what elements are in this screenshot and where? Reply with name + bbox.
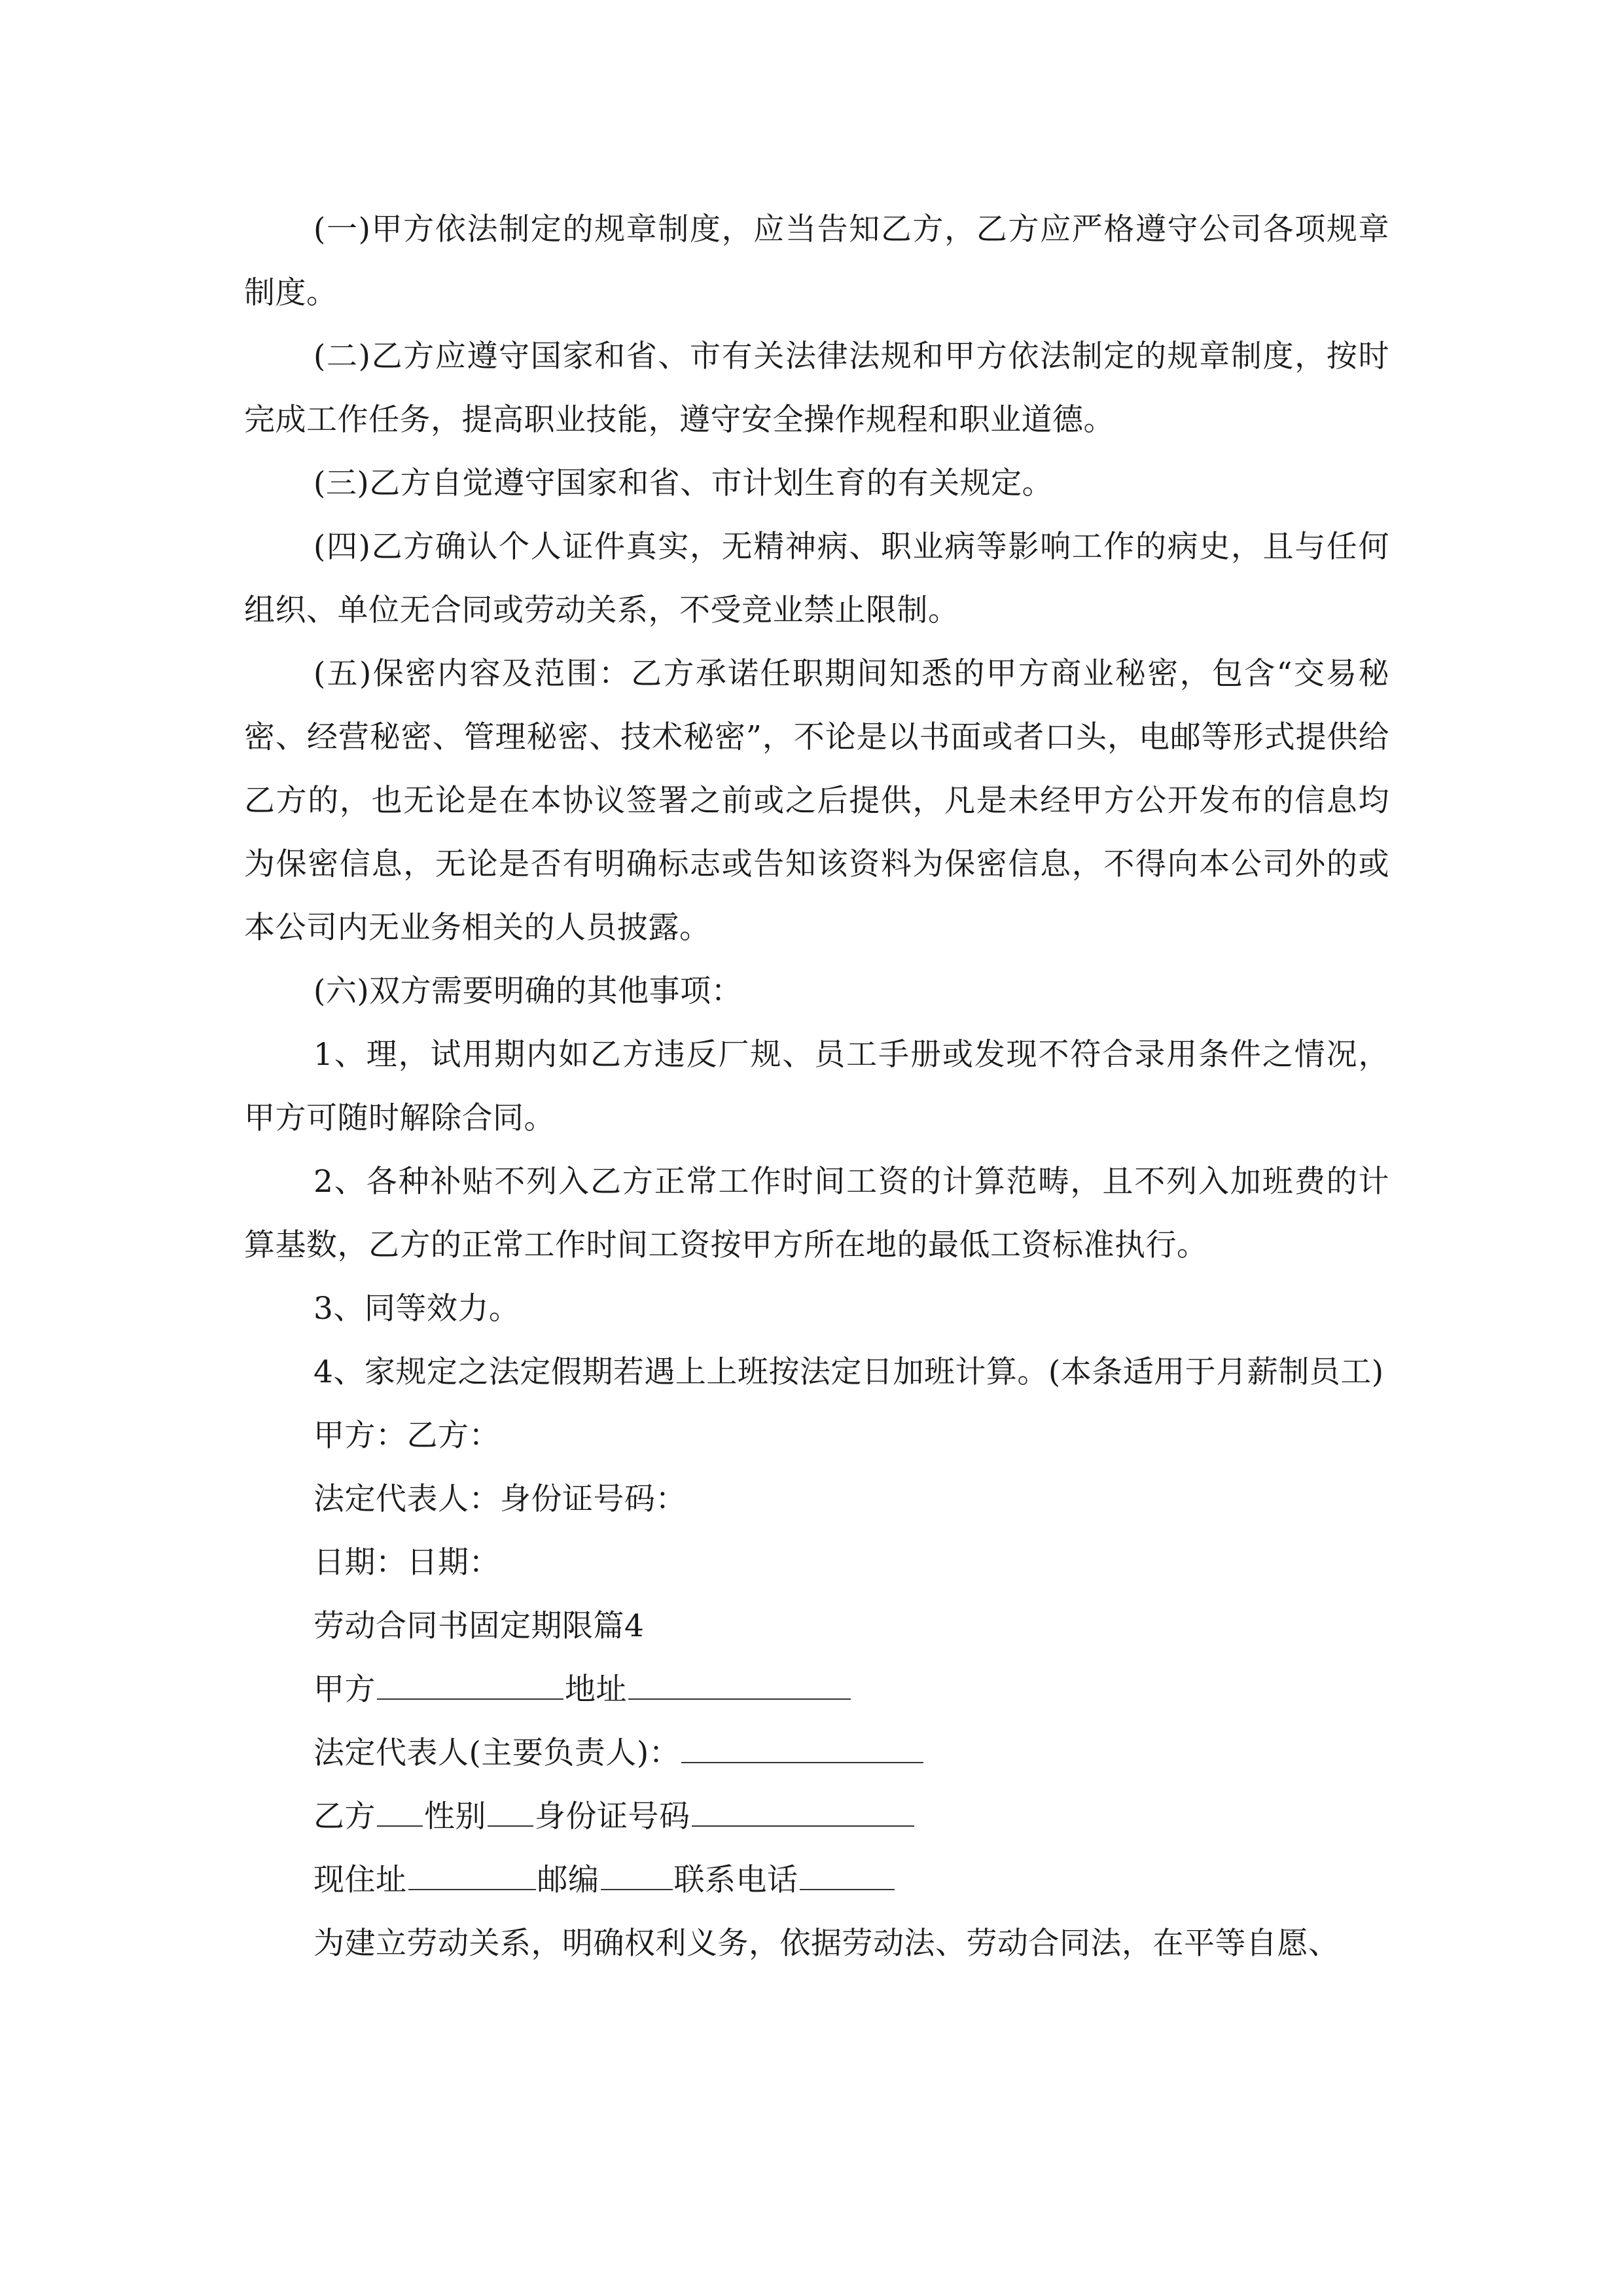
paragraph-item-3: 3、同等效力。 (313, 1291, 520, 1327)
paragraph-party-b-compliance: (二)乙方应遵守国家和省、市有关法律法规和甲方依法制定的规章制度，按时完成工作任务，提高职业技能，遵守安全操作规程和职业道德。 (244, 338, 1389, 438)
phone-label: 联系电话 (673, 1862, 798, 1898)
paragraph-item-1: 1、理，试用期内如乙方违反厂规、员工手册或发现不符合录用条件之情况，甲方可随时解除合同。 (244, 1037, 1389, 1136)
signature-date-line: 日期：日期： (313, 1545, 500, 1581)
paragraph-other-matters: (六)双方需要明确的其他事项： (313, 973, 743, 1009)
paragraph-item-4: 4、家规定之法定假期若遇上上班按法定日加班计算。(本条适用于月薪制员工) (313, 1354, 1384, 1390)
phone-blank[interactable] (800, 1859, 895, 1890)
signature-rep-line: 法定代表人：身份证号码： (313, 1481, 687, 1517)
postcode-label: 邮编 (537, 1862, 599, 1898)
paragraph-family-planning: (三)乙方自觉遵守国家和省、市计划生育的有关规定。 (313, 465, 1054, 501)
postcode-blank[interactable] (601, 1859, 673, 1890)
id-number-label: 身份证号码 (535, 1799, 690, 1835)
address-blank[interactable] (628, 1668, 851, 1700)
legal-rep-label: 法定代表人(主要负责人)： (313, 1735, 681, 1771)
address-label: 地址 (565, 1672, 627, 1708)
gender-blank[interactable] (488, 1795, 533, 1827)
gender-label: 性别 (424, 1799, 486, 1835)
paragraph-rules-notice: (一)甲方依法制定的规章制度，应当告知乙方，乙方应严格遵守公司各项规章制度。 (244, 211, 1389, 311)
legal-rep-blank[interactable] (681, 1732, 923, 1763)
party-a-label: 甲方 (313, 1672, 376, 1708)
form-line-legal-rep (244, 1721, 1389, 1785)
form-line-party-b (244, 1785, 1389, 1848)
document-body (244, 198, 1389, 1975)
id-number-blank[interactable] (692, 1795, 914, 1827)
party-b-blank[interactable] (377, 1795, 423, 1827)
paragraph-confidentiality: (五)保密内容及范围：乙方承诺任职期间知悉的甲方商业秘密，包含“交易秘密、经营秘密、管理秘密、技术秘密”，不论是以书面或者口头，电邮等形式提供给乙方的，也无论是在本协议签署之前或之后提供，凡是未经甲方公开发布的信息均为保密信息，无论是否有明确标志或告知该资料为保密信息，不得向本公司外的或本公司内无业务相关的人员披露。 (244, 656, 1389, 946)
form-line-party-a (244, 1658, 1389, 1721)
paragraph-closing: 为建立劳动关系，明确权利义务，依据劳动法、劳动合同法，在平等自愿、 (313, 1926, 1340, 1962)
paragraph-personal-documents: (四)乙方确认个人证件真实，无精神病、职业病等影响工作的病史，且与任何组织、单位无合同或劳动关系，不受竞业禁止限制。 (244, 529, 1389, 628)
current-address-label: 现住址 (313, 1862, 407, 1898)
form-line-current-address (244, 1848, 1389, 1912)
section-heading: 劳动合同书固定期限篇4 (313, 1608, 645, 1644)
paragraph-item-2: 2、各种补贴不列入乙方正常工作时间工资的计算范畴，且不列入加班费的计算基数，乙方的正常工作时间工资按甲方所在地的最低工资标准执行。 (244, 1164, 1389, 1263)
party-a-blank[interactable] (377, 1668, 563, 1700)
party-b-label: 乙方 (313, 1799, 376, 1835)
current-address-blank[interactable] (408, 1859, 536, 1890)
signature-party-line: 甲方：乙方： (313, 1418, 500, 1454)
